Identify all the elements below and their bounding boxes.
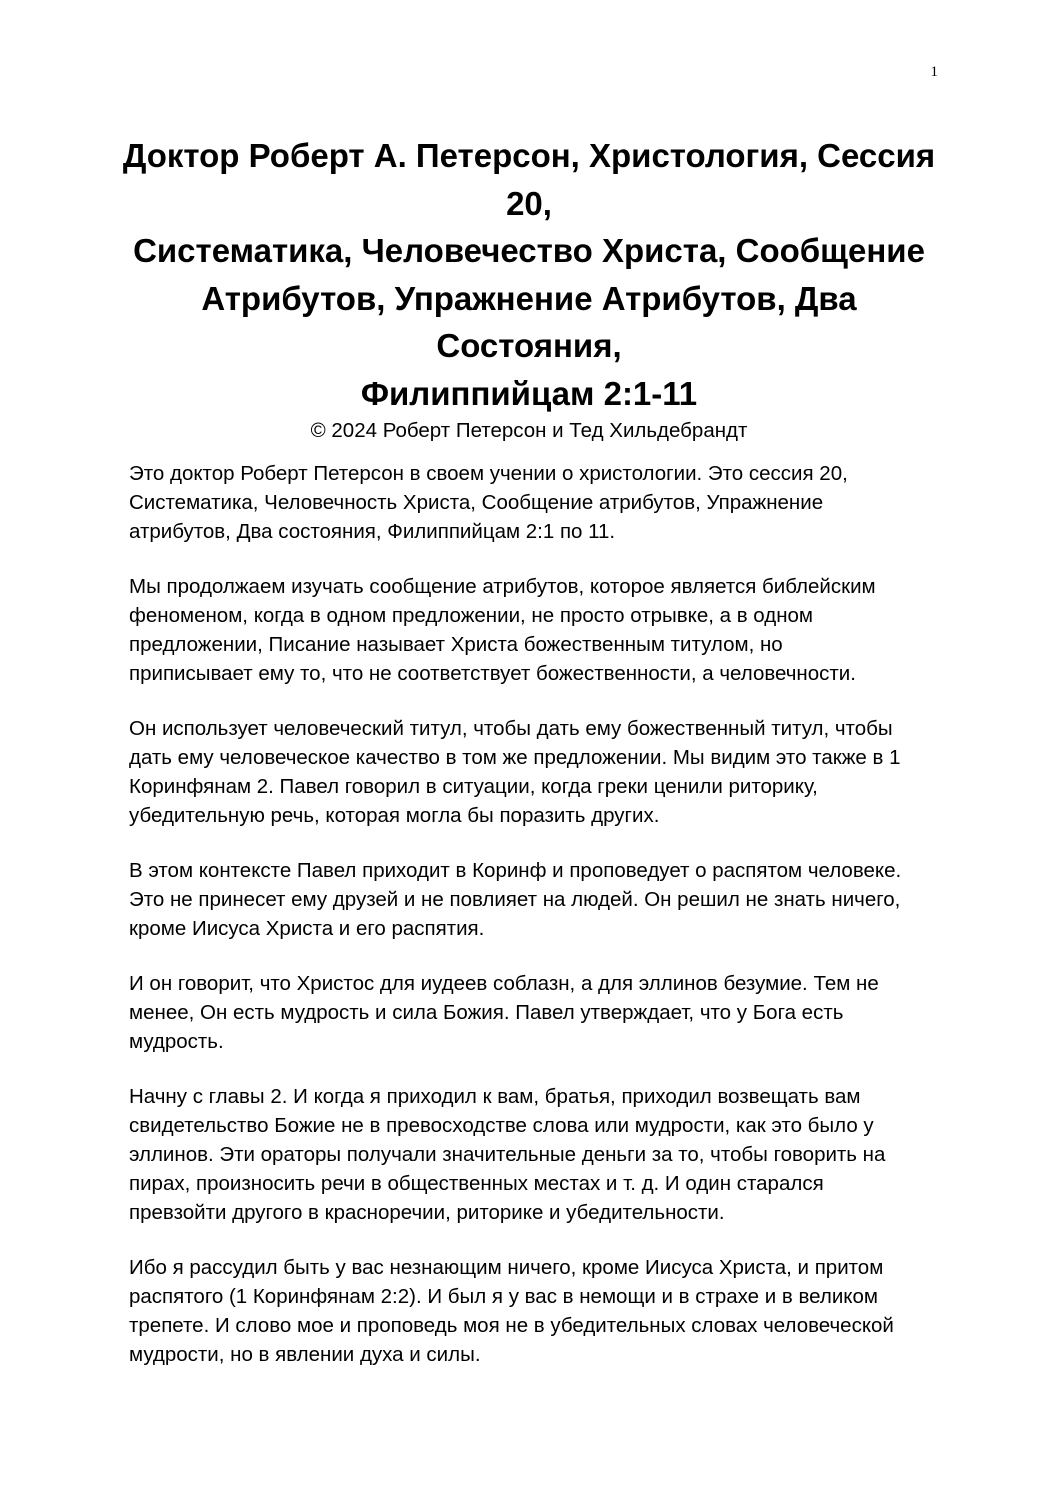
body-text	[129, 459, 949, 1395]
text-line: Коринфянам 2. Павел говорил в ситуации, когда греки ценили риторику,	[129, 775, 818, 798]
text-line: атрибутов, Два состояния, Филиппийцам 2:1 по 11.	[129, 520, 616, 543]
text-line: И он говорит, что Христос для иудеев соблазн, а для эллинов безумие. Тем не	[129, 972, 879, 995]
text-line: Ибо я рассудил быть у вас незнающим ничего, кроме Иисуса Христа, и притом	[129, 1256, 884, 1279]
text-line: эллинов. Эти ораторы получали значительные деньги за то, чтобы говорить на	[129, 1143, 886, 1166]
text-line: Это доктор Роберт Петерсон в своем учении о христологии. Это сессия 20,	[129, 462, 848, 485]
paragraph	[129, 1253, 949, 1369]
text-line: Это не принесет ему друзей и не повлияет на людей. Он решил не знать ничего,	[129, 888, 901, 911]
paragraph	[129, 969, 949, 1056]
text-line: Начну с главы 2. И когда я приходил к вам, братья, приходил возвещать вам	[129, 1085, 861, 1108]
title-line: Систематика, Человечество Христа, Сообщение	[133, 232, 925, 269]
text-line: приписывает ему то, что не соответствует божественности, а человечности.	[129, 662, 856, 685]
text-line: мудрость.	[129, 1030, 224, 1053]
paragraph	[129, 459, 949, 546]
text-line: Мы продолжаем изучать сообщение атрибутов, которое является библейским	[129, 575, 876, 598]
text-line: Он использует человеческий титул, чтобы дать ему божественный титул, чтобы	[129, 717, 893, 740]
text-line: превзойти другого в красноречии, риторике и убедительности.	[129, 1201, 725, 1224]
page-number: 1	[930, 64, 938, 80]
text-line: Систематика, Человечность Христа, Сообщение атрибутов, Упражнение	[129, 491, 824, 514]
text-line: дать ему человеческое качество в том же предложении. Мы видим это также в 1	[129, 746, 901, 769]
title-line: Доктор Роберт А. Петерсон, Христология, Сессия	[122, 137, 936, 174]
text-line: распятого (1 Коринфянам 2:2). И был я у вас в немощи и в страхе и в великом	[129, 1285, 878, 1308]
text-line: трепете. И слово мое и проповедь моя не в убедительных словах человеческой	[129, 1314, 894, 1337]
text-line: убедительную речь, которая могла бы поразить других.	[129, 804, 660, 827]
title-line: 20,	[506, 184, 552, 222]
text-line: феноменом, когда в одном предложении, не просто отрывке, а в одном	[129, 604, 814, 627]
title-block	[120, 132, 938, 445]
text-line: мудрости, но в явлении духа и силы.	[129, 1343, 481, 1366]
copyright-notice: © 2024 Роберт Петерсон и Тед Хильдебрандт	[310, 419, 748, 442]
paragraph	[129, 714, 949, 830]
title-line: Состояния,	[436, 327, 622, 364]
paragraph	[129, 856, 949, 943]
text-line: свидетельство Божие не в превосходстве слова или мудрости, как это было у	[129, 1114, 874, 1137]
paragraph	[129, 572, 949, 688]
text-line: кроме Иисуса Христа и его распятия.	[129, 917, 485, 940]
paragraph	[129, 1082, 949, 1227]
text-line: пирах, произносить речи в общественных местах и т. д. И один старался	[129, 1172, 824, 1195]
title-line: Атрибутов, Упражнение Атрибутов, Два	[201, 279, 857, 317]
text-line: менее, Он есть мудрость и сила Божия. Павел утверждает, что у Бога есть	[129, 1001, 844, 1024]
text-line: предложении, Писание называет Христа божественным титулом, но	[129, 633, 783, 656]
title-line: Филиппийцам 2:1-11	[360, 374, 698, 412]
text-line: В этом контексте Павел приходит в Коринф и проповедует о распятом человеке.	[129, 859, 902, 882]
